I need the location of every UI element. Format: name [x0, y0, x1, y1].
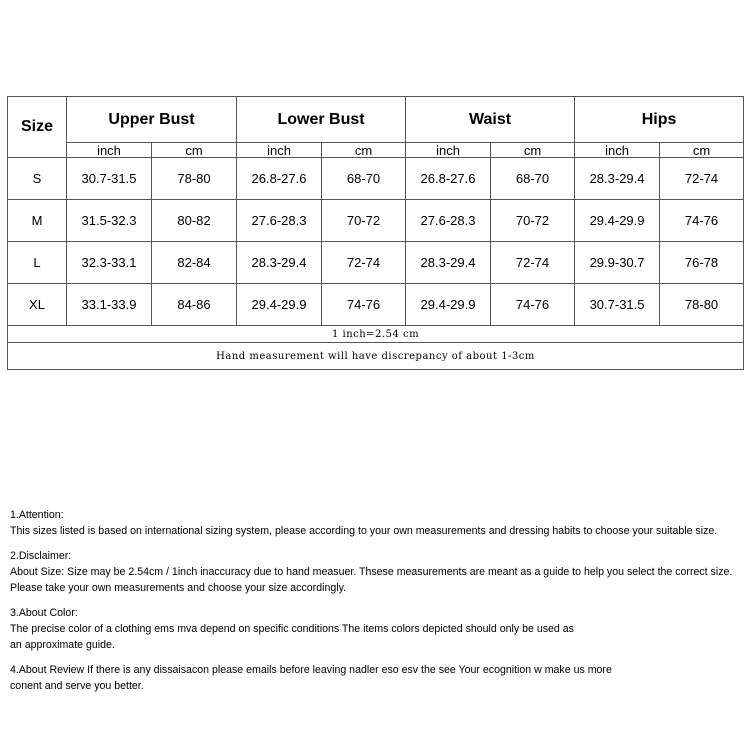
header-size: Size [8, 97, 67, 158]
table-cell: 76-78 [660, 242, 744, 284]
color-heading: 3.About Color: [10, 607, 78, 619]
table-cell: 80-82 [152, 200, 237, 242]
table-cell: 26.8-27.6 [237, 158, 322, 200]
color-note [10, 605, 746, 653]
table-cell: 28.3-29.4 [237, 242, 322, 284]
table-cell: 29.4-29.9 [406, 284, 491, 326]
attention-note [10, 507, 746, 539]
measurement-note-row [8, 343, 744, 370]
table-cell: 26.8-27.6 [406, 158, 491, 200]
disclaimer-text-line: Please take your own measurements and choose your size accordingly. [10, 582, 347, 594]
size-cell: XL [8, 284, 67, 326]
header-waist: Waist [406, 97, 575, 143]
attention-text: This sizes listed is based on international sizing system, please according to your own measurements and dressing habits to choose your suitable size. [10, 525, 718, 537]
size-cell: S [8, 158, 67, 200]
review-text-line: 4.About Review If there is any dissaisacon please emails before leaving nadler eso esv the see Your ecognition w make us more [10, 664, 612, 676]
table-cell: 29.4-29.9 [237, 284, 322, 326]
conversion-note-row [8, 326, 744, 343]
table-cell: 72-74 [491, 242, 575, 284]
table-row [8, 284, 744, 326]
review-text-line: conent and serve you better. [10, 680, 144, 692]
table-cell: 30.7-31.5 [575, 284, 660, 326]
unit-cell: cm [322, 143, 406, 158]
unit-cell: inch [237, 143, 322, 158]
unit-cell: cm [660, 143, 744, 158]
header-upper-bust: Upper Bust [67, 97, 237, 143]
unit-cell: inch [406, 143, 491, 158]
size-chart-table [7, 96, 744, 370]
table-cell: 32.3-33.1 [67, 242, 152, 284]
table-cell: 33.1-33.9 [67, 284, 152, 326]
unit-cell: inch [575, 143, 660, 158]
table-cell: 27.6-28.3 [237, 200, 322, 242]
size-cell: M [8, 200, 67, 242]
color-text-line: The precise color of a clothing ems mva depend on specific conditions The items colors depicted should only be used as [10, 623, 574, 635]
header-hips: Hips [575, 97, 744, 143]
table-cell: 31.5-32.3 [67, 200, 152, 242]
table-row [8, 242, 744, 284]
notes-section [10, 507, 746, 703]
table-cell: 29.9-30.7 [575, 242, 660, 284]
table-cell: 27.6-28.3 [406, 200, 491, 242]
table-cell: 68-70 [491, 158, 575, 200]
attention-heading: 1.Attention: [10, 509, 64, 521]
unit-row [8, 143, 744, 158]
table-cell: 28.3-29.4 [406, 242, 491, 284]
table-row [8, 158, 744, 200]
table-row [8, 200, 744, 242]
table-cell: 78-80 [152, 158, 237, 200]
conversion-note: 1 inch=2.54 cm [8, 326, 744, 343]
color-text-line: an approximate guide. [10, 639, 115, 651]
disclaimer-heading: 2.Disclaimer: [10, 550, 72, 562]
table-cell: 74-76 [660, 200, 744, 242]
unit-cell: cm [491, 143, 575, 158]
table-cell: 78-80 [660, 284, 744, 326]
table-cell: 72-74 [660, 158, 744, 200]
size-cell: L [8, 242, 67, 284]
header-lower-bust: Lower Bust [237, 97, 406, 143]
disclaimer-text-line: About Size: Size may be 2.54cm / 1inch inaccuracy due to hand measuer. Thsese measurements are meant as a guide to help you select the correct size. [10, 566, 733, 578]
table-cell: 82-84 [152, 242, 237, 284]
table-cell: 70-72 [491, 200, 575, 242]
unit-cell: inch [67, 143, 152, 158]
disclaimer-note [10, 548, 746, 596]
table-cell: 30.7-31.5 [67, 158, 152, 200]
unit-cell: cm [152, 143, 237, 158]
table-cell: 29.4-29.9 [575, 200, 660, 242]
table-cell: 28.3-29.4 [575, 158, 660, 200]
table-cell: 70-72 [322, 200, 406, 242]
table-cell: 68-70 [322, 158, 406, 200]
header-row [8, 97, 744, 143]
table-cell: 74-76 [322, 284, 406, 326]
measurement-note: Hand measurement will have discrepancy of about 1-3cm [8, 343, 744, 370]
table-cell: 72-74 [322, 242, 406, 284]
review-note [10, 662, 746, 694]
table-cell: 74-76 [491, 284, 575, 326]
table-cell: 84-86 [152, 284, 237, 326]
